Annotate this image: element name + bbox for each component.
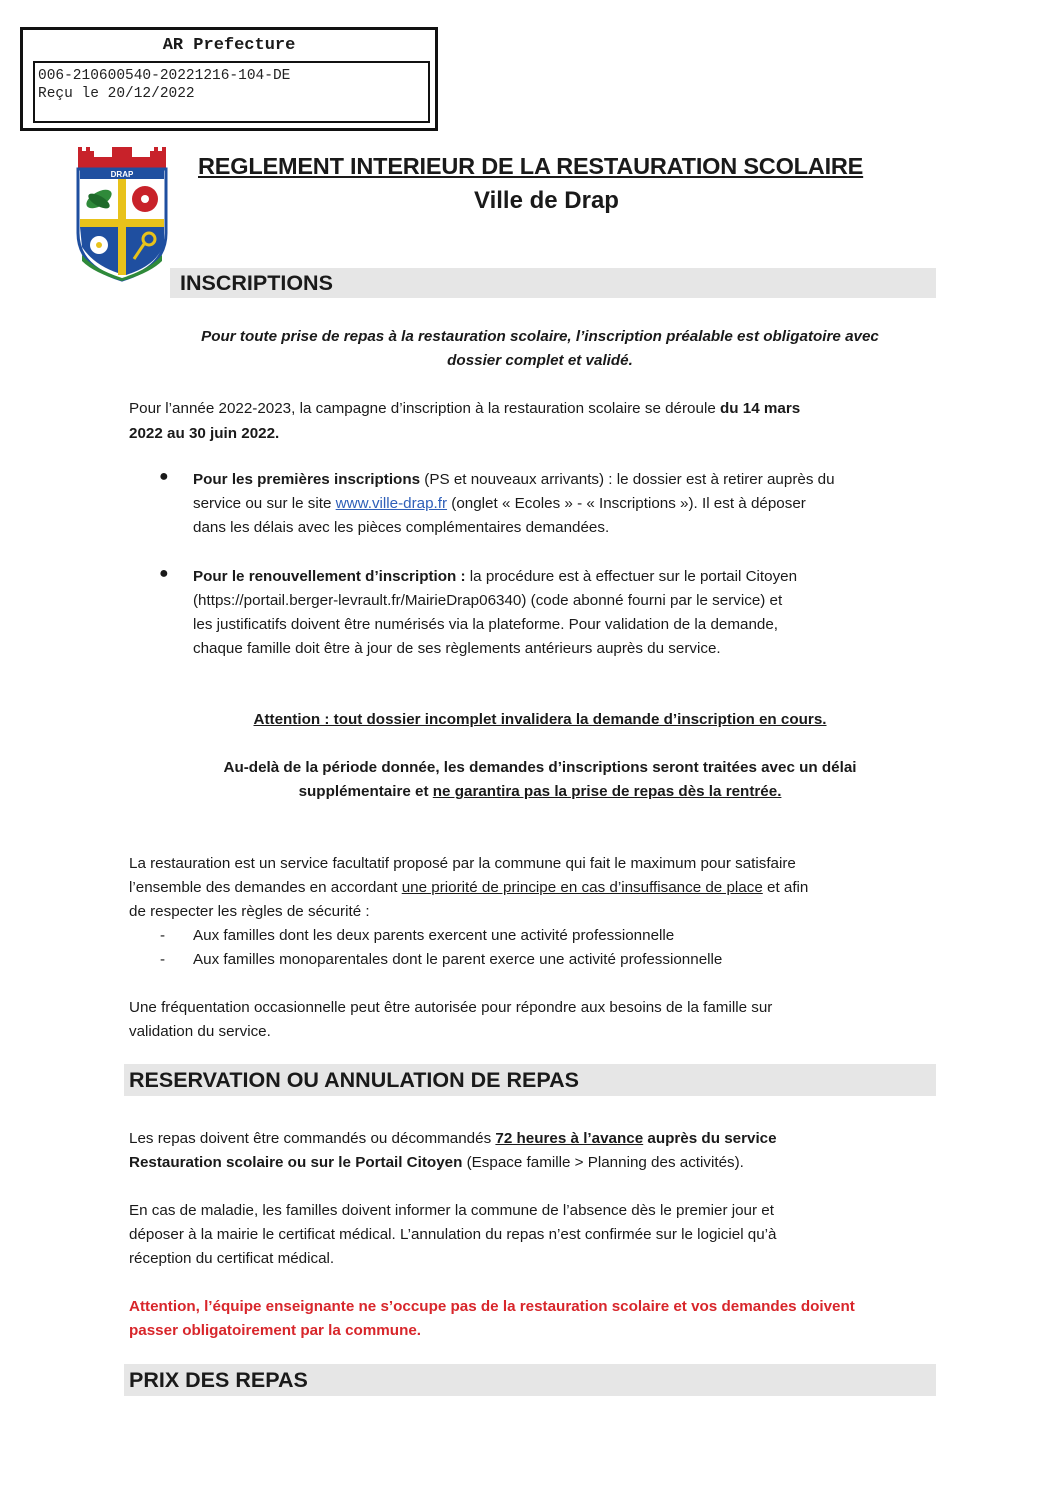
section-title-prix: PRIX DES REPAS [129,1368,308,1392]
resto-line-3: de respecter les règles de sécurité : [129,903,370,920]
resto-line-1: La restauration est un service facultatif proposé par la commune qui fait le maximum pour satisfaire [129,855,796,872]
illness-line-3: réception du certificat médical. [129,1250,335,1267]
bullet-1-line-3: dans les délais avec les pièces complémentaires demandées. [193,519,610,536]
campaign-line-2: 2022 au 30 juin 2022. [129,425,280,442]
section-title-inscriptions: INSCRIPTIONS [180,271,333,295]
illness-line-1: En cas de maladie, les familles doivent informer la commune de l’absence dès le premier jour et [129,1202,774,1219]
document-subtitle: Ville de Drap [474,187,619,214]
red-warning-line-2: passer obligatoirement par la commune. [129,1322,422,1339]
resto-line-2: l’ensemble des demandes en accordant une priorité de principe en cas d’insuffisance de place et afin [129,879,809,896]
section-title-reservation: RESERVATION OU ANNULATION DE REPAS [129,1068,579,1092]
beyond-period-line-2: supplémentaire et ne garantira pas la prise de repas dès la rentrée. [298,783,782,800]
stamp-received-date: Reçu le 20/12/2022 [38,86,195,102]
bullet-1-line-2: service ou sur le site www.ville-drap.fr (onglet « Ecoles » - « Inscriptions »). Il est à déposer [193,495,806,512]
svg-text:DRAP: DRAP [110,170,134,179]
illness-line-2: déposer à la mairie le certificat médical. L’annulation du repas n’est confirmée sur le logiciel qu’à [129,1226,777,1243]
stamp-title: AR Prefecture [162,36,296,55]
bullet-1-marker: ● [159,468,169,485]
reservation-line-1: Les repas doivent être commandés ou décommandés 72 heures à l’avance auprès du service [129,1130,777,1147]
bullet-2-line-2: (https://portail.berger-levrault.fr/MairieDrap06340) (code abonné fourni par le service) et [193,592,783,609]
bullet-2-line-3: les justificatifs doivent être numérisés via la plateforme. Pour validation de la demande, [193,616,779,633]
reservation-line-2: Restauration scolaire ou sur le Portail Citoyen (Espace famille > Planning des activités). [129,1154,744,1171]
bullet-2-line-4: chaque famille doit être à jour de ses règlements antérieurs auprès du service. [193,640,721,657]
stamp-reference: 006-210600540-20221216-104-DE [38,68,291,84]
drap-coat-of-arms-icon [74,147,170,282]
document-title: REGLEMENT INTERIEUR DE LA RESTAURATION SCOLAIRE [198,153,864,179]
occasional-line-1: Une fréquentation occasionnelle peut être autorisée pour répondre aux besoins de la famille sur [129,999,773,1016]
beyond-period-line-1: Au-delà de la période donnée, les demandes d’inscriptions seront traitées avec un délai [223,759,857,776]
ville-drap-link[interactable]: www.ville-drap.fr [335,495,448,512]
intro-line-2: dossier complet et validé. [447,352,633,369]
campaign-line-1: Pour l’année 2022-2023, la campagne d’inscription à la restauration scolaire se déroule du 14 mars [129,400,801,417]
dash-1-marker: - [160,927,166,944]
attention-incomplete: Attention : tout dossier incomplet invalidera la demande d’inscription en cours. [253,711,827,728]
bullet-2-line-1: Pour le renouvellement d’inscription : la procédure est à effectuer sur le portail Citoyen [193,568,798,585]
bullet-2-marker: ● [159,565,169,582]
occasional-line-2: validation du service. [129,1023,271,1040]
dash-2-marker: - [160,951,166,968]
intro-line-1: Pour toute prise de repas à la restauration scolaire, l’inscription préalable est obligatoire avec [201,328,879,345]
priority-item-2: Aux familles monoparentales dont le parent exerce une activité professionnelle [193,951,723,968]
bullet-1-line-1: Pour les premières inscriptions (PS et nouveaux arrivants) : le dossier est à retirer auprès du [193,471,835,488]
priority-item-1: Aux familles dont les deux parents exercent une activité professionnelle [193,927,675,944]
red-warning-line-1: Attention, l’équipe enseignante ne s’occupe pas de la restauration scolaire et vos demandes doivent [129,1298,855,1315]
